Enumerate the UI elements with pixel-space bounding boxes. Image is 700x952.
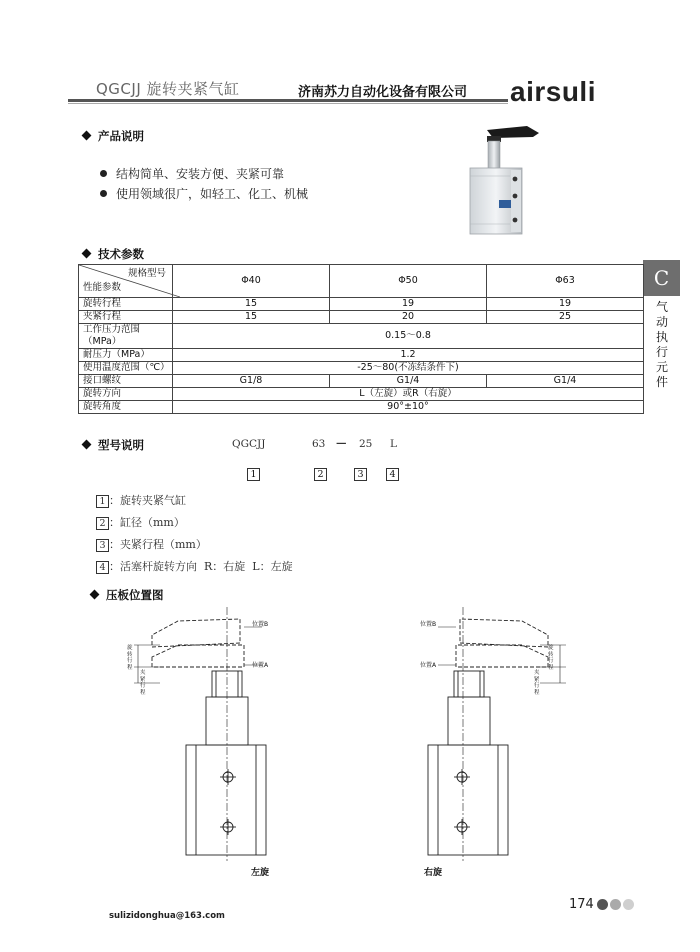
row-label: 使用温度范围（℃） (79, 362, 173, 375)
table-cell: G1/4 (487, 375, 644, 388)
product-section-heading: 产品说明 (83, 128, 144, 144)
legend-number: 3 (96, 539, 109, 552)
chapter-tab: C (643, 260, 680, 296)
table-row (79, 298, 644, 311)
right-caption: 右旋 (424, 868, 443, 878)
table-cell: 20 (330, 311, 487, 324)
table-corner-cell (79, 265, 173, 298)
page-number: 174 (569, 897, 594, 912)
row-label: 工作压力范围（MPa） (79, 324, 173, 349)
table-cell: 90°±10° (173, 401, 644, 414)
table-cell: 15 (173, 298, 330, 311)
model-section-heading: 型号说明 (83, 437, 144, 453)
table-cell: 19 (487, 298, 644, 311)
legend-item: 4 ：活塞杆旋转方向 R：右旋 L：左旋 (96, 558, 293, 574)
right-rotation-drawing (410, 605, 580, 865)
table-row (79, 324, 644, 349)
table-cell: 1.2 (173, 349, 644, 362)
legend-number: 1 (96, 495, 109, 508)
model-code-dash: — (336, 437, 347, 449)
table-cell: 15 (173, 311, 330, 324)
document-title: QGCJJ 旋转夹紧气缸 (96, 80, 240, 98)
table-row (79, 362, 644, 375)
table-header-row (79, 265, 644, 298)
left-clamp-stroke-label: 夹紧行程 (140, 670, 146, 696)
brand-logo-text: airsuli (510, 76, 596, 107)
left-rotation-drawing (120, 605, 290, 865)
bullet-dot-icon (100, 190, 107, 197)
table-row (79, 349, 644, 362)
chapter-title: 气动执行元件 (656, 300, 669, 389)
model-box-2: 2 (314, 468, 327, 481)
legend-number: 2 (96, 517, 109, 530)
company-name: 济南苏力自动化设备有限公司 (298, 85, 468, 100)
footer-email: sulizidonghua@163.com (109, 911, 225, 921)
legend-number: 4 (96, 561, 109, 574)
header-bottom-label: 性能参数 (83, 282, 122, 293)
table-row (79, 311, 644, 324)
legend-item: 1 ：旋转夹紧气缸 (96, 492, 186, 508)
model-code-prefix: QGCJJ (232, 438, 266, 450)
bullet-dot-icon (100, 170, 107, 177)
column-header: Φ50 (330, 265, 487, 298)
row-label: 旋转角度 (79, 401, 173, 414)
table-cell: 19 (330, 298, 487, 311)
row-label: 夹紧行程 (79, 311, 173, 324)
page-dot-icon (623, 899, 634, 910)
model-box-3: 3 (354, 468, 367, 481)
left-rot-stroke-label: 旋转行程 (127, 645, 133, 671)
row-label: 接口螺纹 (79, 375, 173, 388)
row-label: 旋转行程 (79, 298, 173, 311)
table-row (79, 388, 644, 401)
right-clamp-stroke-label: 夹紧行程 (534, 670, 540, 696)
column-header: Φ63 (487, 265, 644, 298)
diamond-bullet-icon (82, 131, 92, 141)
model-code-bore: 63 (312, 438, 326, 450)
diamond-bullet-icon (82, 249, 92, 259)
table-cell: 0.15～0.8 (173, 324, 644, 349)
diamond-bullet-icon (90, 590, 100, 600)
right-pos-a-label: 位置A (420, 662, 437, 669)
model-code-stroke: 25 (359, 438, 373, 450)
table-row (79, 375, 644, 388)
left-caption: 左旋 (251, 868, 270, 878)
row-label: 旋转方向 (79, 388, 173, 401)
legend-item: 3 ：夹紧行程（mm） (96, 536, 207, 552)
model-box-1: 1 (247, 468, 260, 481)
right-rot-stroke-label: 旋转行程 (548, 645, 554, 671)
table-cell: 25 (487, 311, 644, 324)
table-cell: G1/8 (173, 375, 330, 388)
right-pos-b-label: 位置B (420, 621, 437, 628)
table-row (79, 401, 644, 414)
product-bullet: 结构简单、安装方便、夹紧可靠 (100, 165, 284, 182)
left-pos-b-label: 位置B (252, 621, 269, 628)
table-cell: L（左旋）或R（右旋） (173, 388, 644, 401)
column-header: Φ40 (173, 265, 330, 298)
product-bullet: 使用领域很广，如轻工、化工、机械 (100, 185, 308, 202)
page-dot-icon (597, 899, 608, 910)
product-photo (463, 124, 551, 240)
table-cell: -25～80(不冻结条件下) (173, 362, 644, 375)
model-code-direction: L (390, 438, 397, 450)
diagram-section-heading: 压板位置图 (91, 587, 164, 603)
header-top-label: 规格型号 (127, 268, 166, 279)
page-dot-icon (610, 899, 621, 910)
left-pos-a-label: 位置A (252, 662, 269, 669)
table-cell: G1/4 (330, 375, 487, 388)
tech-section-heading: 技术参数 (83, 246, 144, 262)
legend-item: 2 ：缸径（mm） (96, 514, 185, 530)
header-rule-thin (68, 103, 508, 104)
spec-table (78, 264, 644, 414)
row-label: 耐压力（MPa） (79, 349, 173, 362)
diamond-bullet-icon (82, 440, 92, 450)
model-box-4: 4 (386, 468, 399, 481)
